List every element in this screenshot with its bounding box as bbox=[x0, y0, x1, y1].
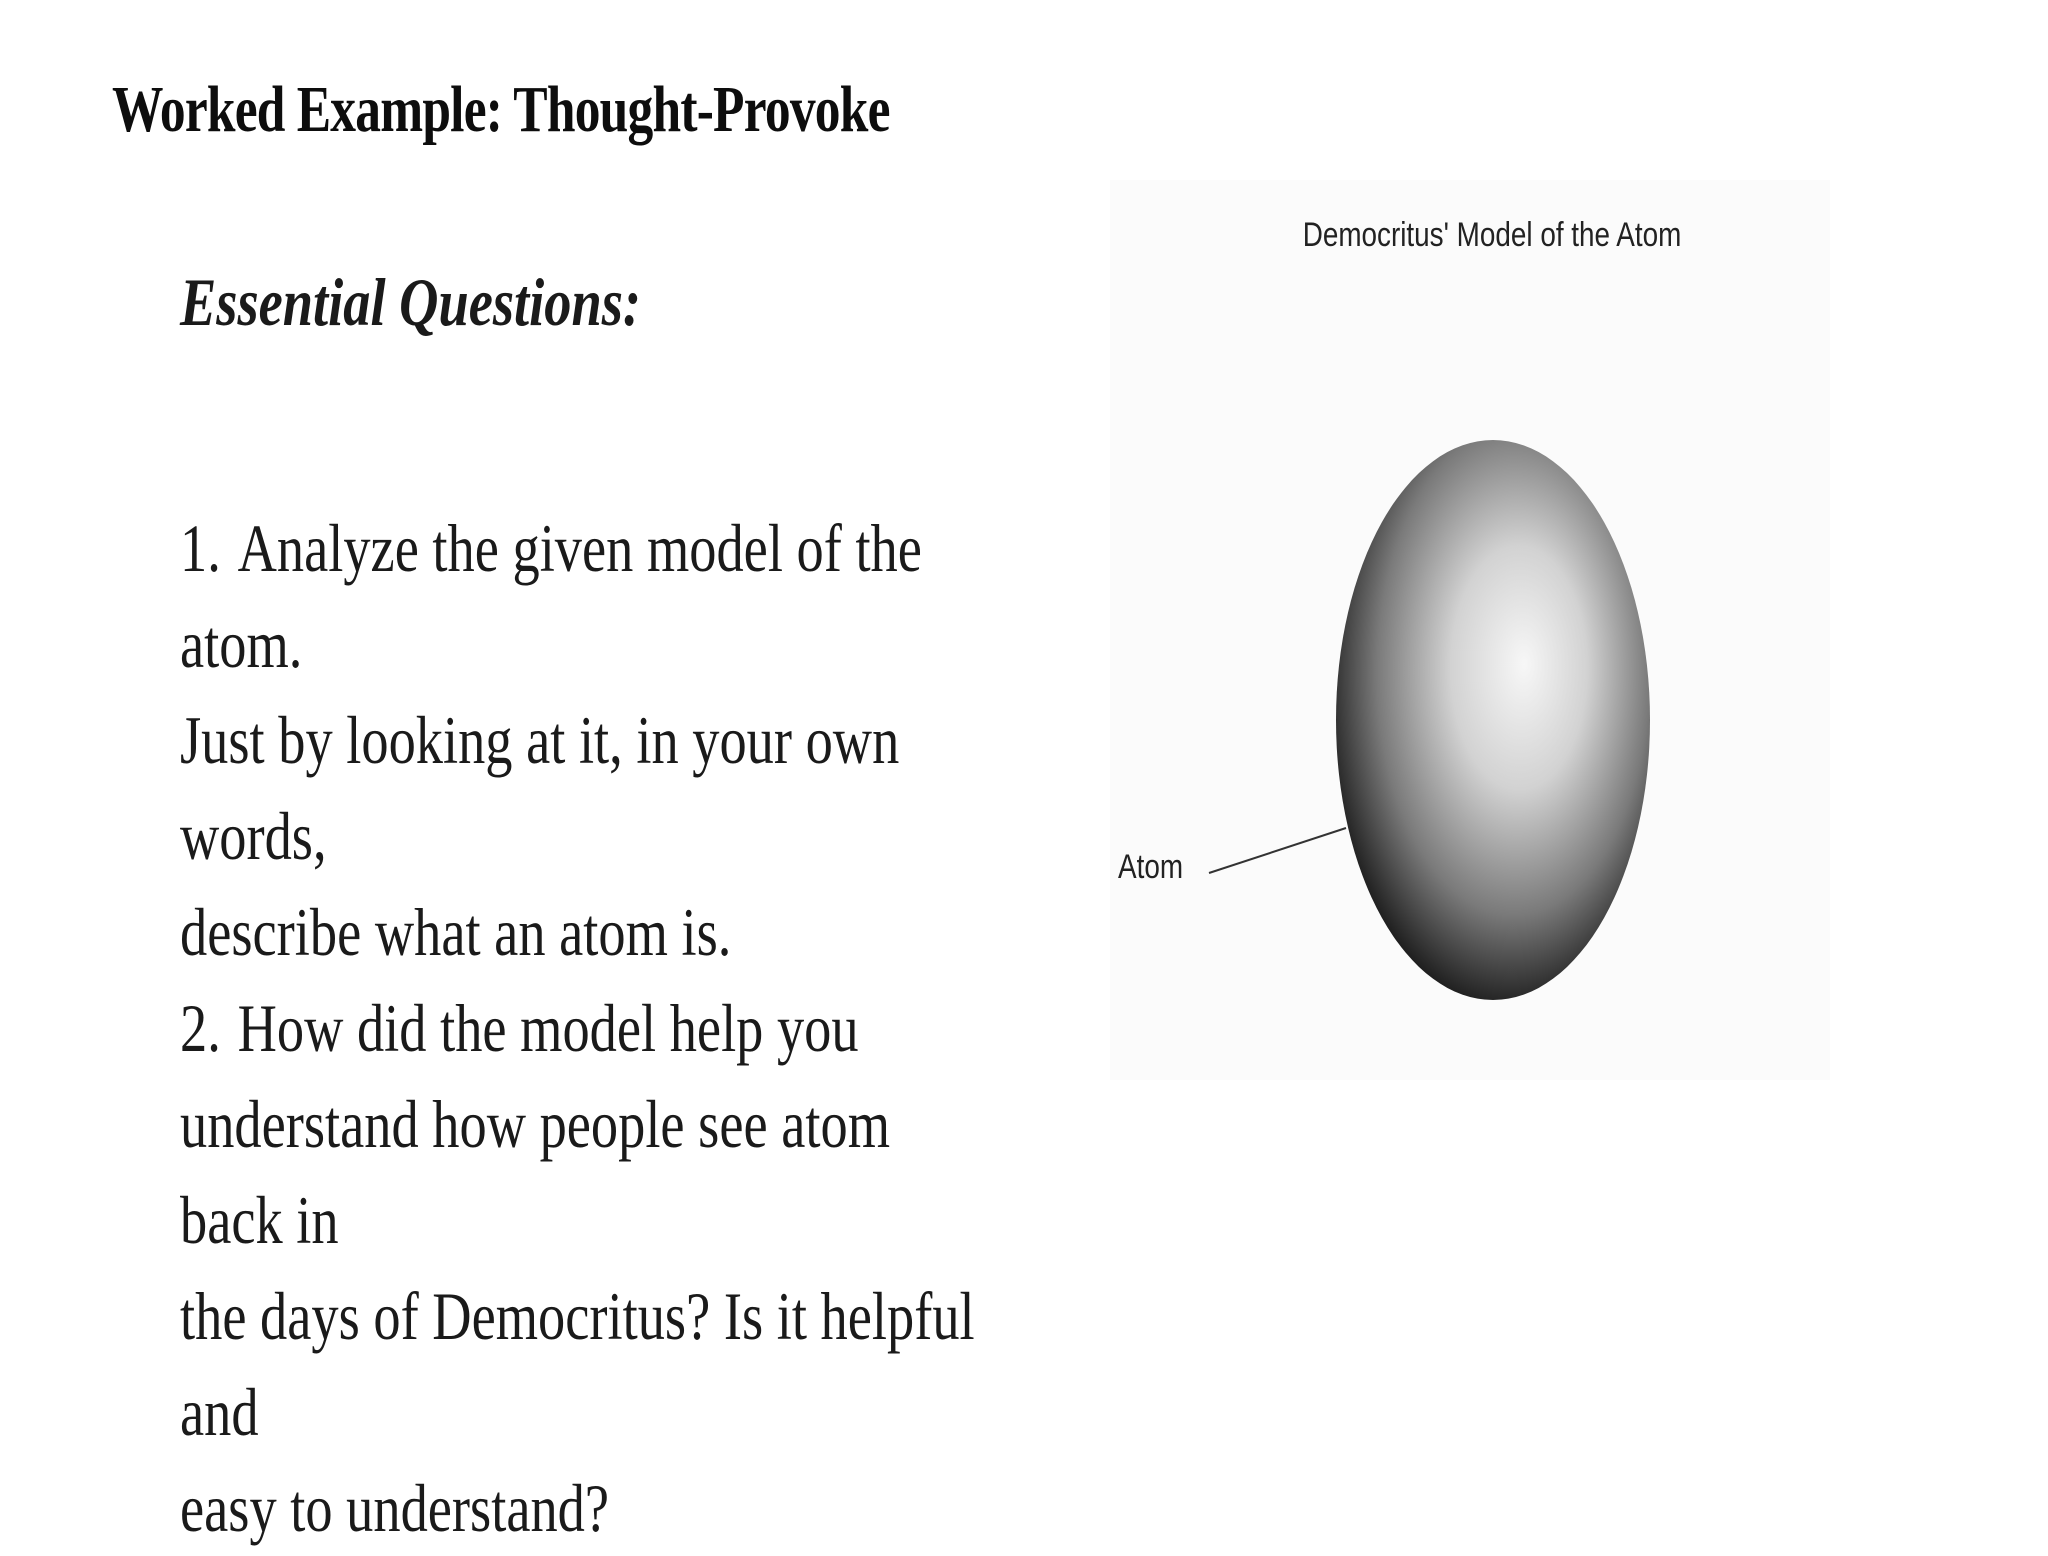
atom-leader-line bbox=[1209, 828, 1346, 873]
atom-sphere bbox=[1336, 440, 1650, 1000]
question-2-line-3: the days of Democritus? Is it helpful and bbox=[180, 1278, 975, 1450]
question-list bbox=[180, 500, 996, 1556]
question-2-line-1: How did the model help you bbox=[237, 990, 859, 1066]
essential-questions-heading: Essential Questions: bbox=[180, 264, 641, 340]
question-1-line-3: describe what an atom is. bbox=[180, 894, 732, 970]
question-1-line-1: Analyze the given model of the atom. bbox=[180, 510, 922, 682]
question-2-line-4: easy to understand? bbox=[180, 1470, 610, 1546]
question-2-line-2: understand how people see atom back in bbox=[180, 1086, 891, 1258]
question-1-line-2: Just by looking at it, in your own words, bbox=[180, 702, 900, 874]
figure-caption: Democritus' Model of the Atom bbox=[1302, 215, 1682, 254]
question-2-number: 2. bbox=[180, 990, 221, 1066]
atom-model-figure bbox=[1110, 180, 1830, 1080]
question-1-number: 1. bbox=[180, 510, 221, 586]
question-1 bbox=[180, 500, 996, 980]
atom-label: Atom bbox=[1118, 847, 1184, 886]
atom-model-diagram bbox=[1110, 180, 1830, 1080]
slide-title: Worked Example: Thought-Provoke bbox=[112, 73, 890, 146]
question-2 bbox=[180, 980, 996, 1556]
